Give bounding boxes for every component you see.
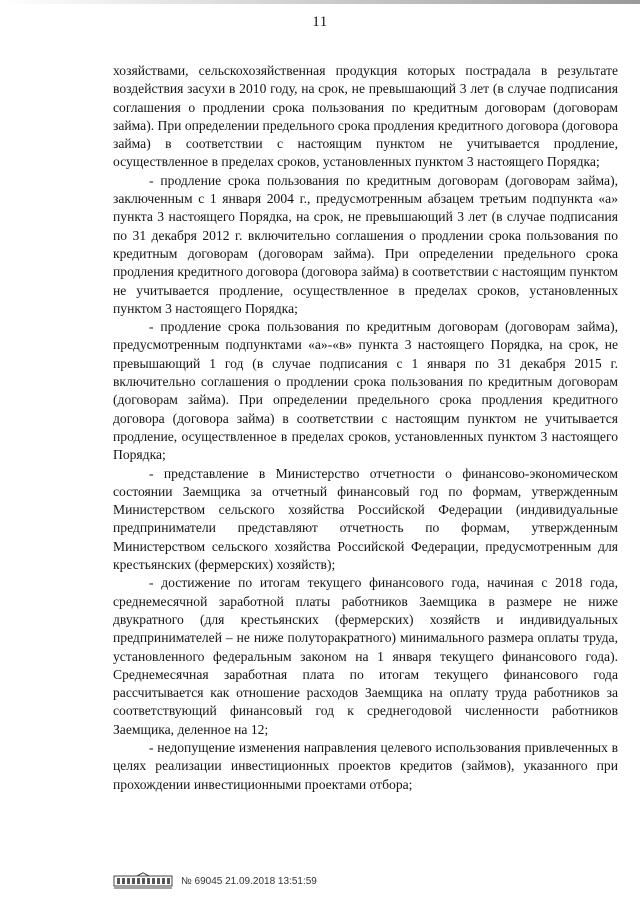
paragraph: - продление срока пользования по кредитным договорам (договорам займа), заключенным с 1 января 2004 г., предусмотренным абзацем третьим подпункта «а» пункта 3 настоящего Порядка, на срок, не превышающий 3 лет (в случае подписания по 31 декабря 2012 г. включительно соглашения о продлении срока пользования по кредитным договорам (договорам займа). При определении предельного срока продления кредитного договора (договора займа) в соответствии с настоящим пунктом не учитывается продление, осуществленное в пределах сроков, установленных пунктом 3 настоящего Порядка; — [113, 172, 618, 316]
paragraph: - представление в Министерство отчетности о финансово-экономическом состоянии Заемщика за отчетный финансовый год по формам, утвержденным Министерством сельского хозяйства Российской Федерации (индивидуальные предприниматели представляют отчетность по формам, утвержденным Министерством сельского хозяйства Российской Федерации, предусмотренным для крестьянских (фермерских) хозяйств); — [113, 465, 618, 573]
scan-top-edge — [0, 0, 640, 4]
paragraph: - достижение по итогам текущего финансового года, начиная с 2018 года, среднемесячной заработной платы работников Заемщика в размере не ниже двукратного (для крестьянских (фермерских) хозяйств и индивидуальных предпринимателей – не ниже полуторакратного) минимального размера оплаты труда, установленного федеральным законом на 1 января текущего финансового года). Среднемесячная заработная плата по итогам текущего финансового года рассчитывается как отношение расходов Заемщика на оплату труда работников за соответствующий финансовый год к среднегодовой численности работников Заемщика, деленное на 12; — [113, 575, 618, 737]
paragraph: хозяйствами, сельскохозяйственная продукция которых пострадала в результате воздействия засухи в 2010 году, на срок, не превышающий 3 лет (в случае подписания соглашения о продлении срока пользования по кредитным договорам (договорам займа). При определении предельного срока продления кредитного договора (договора займа) в соответствии с настоящим пунктом не учитывается продление, осуществленное в пределах сроков, установленных пунктом 3 настоящего Порядка; — [113, 63, 618, 170]
page-number: 11 — [312, 14, 328, 30]
document-registration-stamp: № 69045 21.09.2018 13:51:59 — [181, 875, 317, 887]
paragraph: - продление срока пользования по кредитным договорам (договорам займа), предусмотренным подпунктами «а»-«в» пункта 3 настоящего Порядка, на срок, не превышающий 1 год (в случае подписания с 1 января по 31 декабря 2015 г. включительно соглашения о продлении срока пользования по кредитным договорам (договорам займа). При определении предельного срока продления кредитного договора (договора займа) в соответствии с настоящим пунктом не учитывается продление, осуществленное в пределах сроков, установленных пунктом 3 настоящего Порядка; — [113, 319, 618, 463]
document-footer — [113, 872, 317, 890]
document-body — [113, 62, 618, 794]
registry-stamp-logo — [113, 872, 173, 890]
paragraph: - недопущение изменения направления целевого использования привлеченных в целях реализации инвестиционных проектов кредитов (займов), указанного при прохождении инвестиционными проектами отбора; — [113, 739, 618, 792]
